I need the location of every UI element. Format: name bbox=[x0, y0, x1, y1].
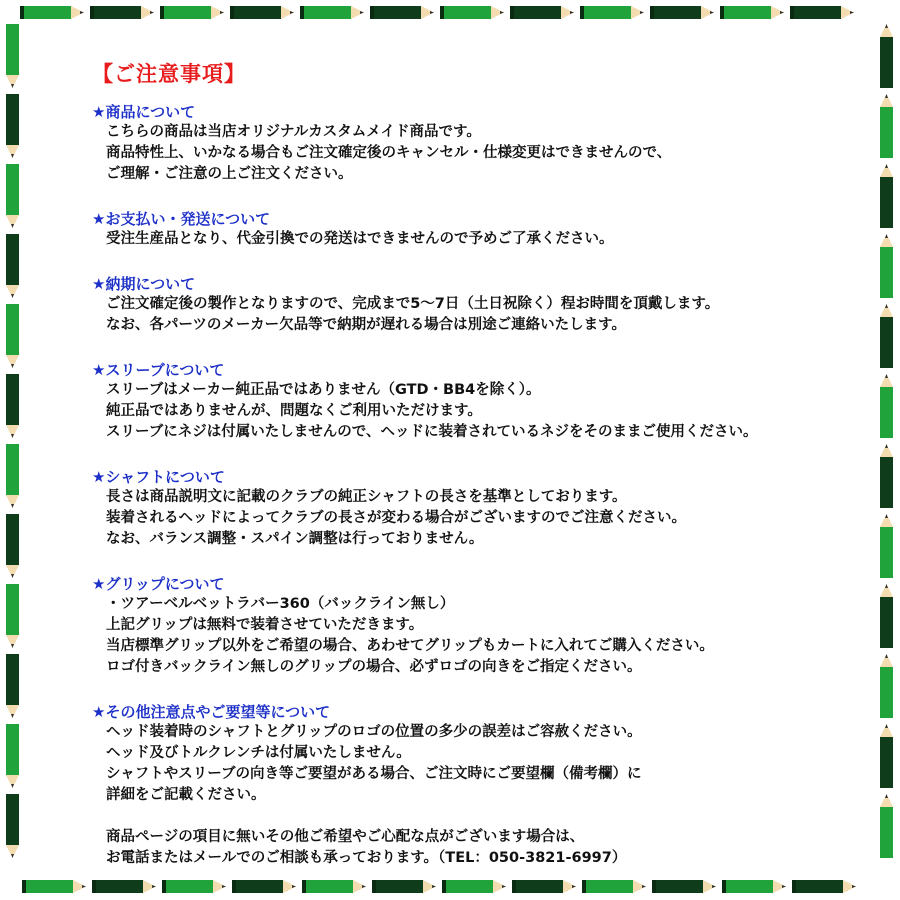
pencil-icon bbox=[880, 94, 893, 158]
pencil-icon bbox=[720, 6, 784, 19]
notice-section bbox=[92, 467, 852, 550]
pencil-icon bbox=[6, 444, 19, 508]
notice-content bbox=[92, 58, 852, 893]
pencil-icon bbox=[90, 6, 154, 19]
pencil-icon bbox=[880, 164, 893, 228]
pencil-icon bbox=[6, 794, 19, 858]
pencil-icon bbox=[20, 6, 84, 19]
pencil-icon bbox=[510, 6, 574, 19]
pencil-icon bbox=[650, 6, 714, 19]
section-line: ヘッド及びトルクレンチは付属いたしません。 bbox=[106, 745, 411, 761]
notice-section bbox=[92, 574, 852, 678]
pencil-icon bbox=[880, 724, 893, 788]
pencil-icon bbox=[880, 234, 893, 298]
pencil-icon bbox=[6, 654, 19, 718]
pencil-icon bbox=[880, 654, 893, 718]
section-heading: ★シャフトについて bbox=[92, 468, 225, 486]
pencil-icon bbox=[880, 304, 893, 368]
notice-sections bbox=[92, 102, 852, 869]
notice-section bbox=[92, 702, 852, 869]
section-line: ロゴ付きバックライン無しのグリップの場合、必ずロゴの向きをご指定ください。 bbox=[106, 659, 642, 675]
section-line: ・ツアーベルベットラバー360（バックライン無し） bbox=[106, 596, 455, 612]
section-line: 長さは商品説明文に記載のクラブの純正シャフトの長さを基準としております。 bbox=[106, 489, 627, 505]
pencil-icon bbox=[880, 794, 893, 858]
notice-section bbox=[92, 360, 852, 443]
pencil-icon bbox=[6, 164, 19, 228]
pencil-icon bbox=[880, 374, 893, 438]
pencil-icon bbox=[6, 584, 19, 648]
note-line: お電話またはメールでのご相談も承っております。（TEL：050-3821-6997） bbox=[106, 850, 627, 866]
section-line: こちらの商品は当店オリジナルカスタムメイド商品です。 bbox=[106, 124, 481, 140]
section-line: なお、バランス調整・スパイン調整は行っておりません。 bbox=[106, 531, 484, 547]
pencil-icon bbox=[880, 24, 893, 88]
pencil-icon bbox=[6, 514, 19, 578]
section-heading: ★商品について bbox=[92, 103, 196, 121]
section-line: 詳細をご記載ください。 bbox=[106, 787, 266, 803]
pencil-icon bbox=[6, 234, 19, 298]
section-line: ご理解・ご注意の上ご注文ください。 bbox=[106, 166, 353, 182]
pencil-icon bbox=[370, 6, 434, 19]
note-line: 商品ページの項目に無いその他ご希望やご心配な点がございます場合は、 bbox=[106, 829, 585, 845]
pencil-icon bbox=[6, 304, 19, 368]
section-line: 純正品ではありませんが、問題なくご利用いただけます。 bbox=[106, 403, 482, 419]
section-line: ヘッド装着時のシャフトとグリップのロゴの位置の多少の誤差はご容赦ください。 bbox=[106, 724, 642, 740]
page-title: 【ご注意事項】 bbox=[92, 62, 246, 86]
section-line: スリーブにネジは付属いたしませんので、ヘッドに装着されているネジをそのままご使用ください。 bbox=[106, 424, 758, 440]
section-heading: ★その他注意点やご要望等について bbox=[92, 703, 331, 721]
pencil-icon bbox=[880, 584, 893, 648]
section-heading: ★スリーブについて bbox=[92, 361, 225, 379]
section-line: 上記グリップは無料で装着させていただきます。 bbox=[106, 617, 424, 633]
section-heading: ★グリップについて bbox=[92, 575, 225, 593]
section-line: 商品特性上、いかなる場合もご注文確定後のキャンセル・仕様変更はできませんので、 bbox=[106, 145, 672, 161]
pencil-icon bbox=[880, 444, 893, 508]
pencil-icon bbox=[22, 880, 86, 893]
section-heading: ★お支払い・発送について bbox=[92, 210, 271, 228]
section-line: 当店標準グリップ以外をご希望の場合、あわせてグリップもカートに入れてご購入ください。 bbox=[106, 638, 714, 654]
section-line: ご注文確定後の製作となりますので、完成まで5～7日（土日祝除く）程お時間を頂戴します。 bbox=[106, 296, 720, 312]
pencil-icon bbox=[230, 6, 294, 19]
section-line: シャフトやスリーブの向き等ご要望がある場合、ご注文時にご要望欄（備考欄）に bbox=[106, 766, 642, 782]
notice-section bbox=[92, 209, 852, 250]
notice-section bbox=[92, 274, 852, 336]
pencil-icon bbox=[160, 6, 224, 19]
pencil-icon bbox=[6, 724, 19, 788]
pencil-icon bbox=[580, 6, 644, 19]
pencil-icon bbox=[790, 6, 854, 19]
pencil-icon bbox=[440, 6, 504, 19]
pencil-icon bbox=[6, 94, 19, 158]
section-line: 受注生産品となり、代金引換での発送はできませんので予めご了承ください。 bbox=[106, 231, 614, 247]
pencil-icon bbox=[880, 514, 893, 578]
section-line: なお、各パーツのメーカー欠品等で納期が遅れる場合は別途ご連絡いたします。 bbox=[106, 317, 626, 333]
pencil-icon bbox=[6, 374, 19, 438]
contact-note bbox=[92, 827, 852, 869]
notice-section bbox=[92, 102, 852, 185]
pencil-icon bbox=[300, 6, 364, 19]
section-line: 装着されるヘッドによってクラブの長さが変わる場合がございますのでご注意ください。 bbox=[106, 510, 686, 526]
pencil-icon bbox=[6, 24, 19, 88]
section-line: スリーブはメーカー純正品ではありません（GTD・BB4を除く）。 bbox=[106, 382, 541, 398]
section-heading: ★納期について bbox=[92, 275, 196, 293]
